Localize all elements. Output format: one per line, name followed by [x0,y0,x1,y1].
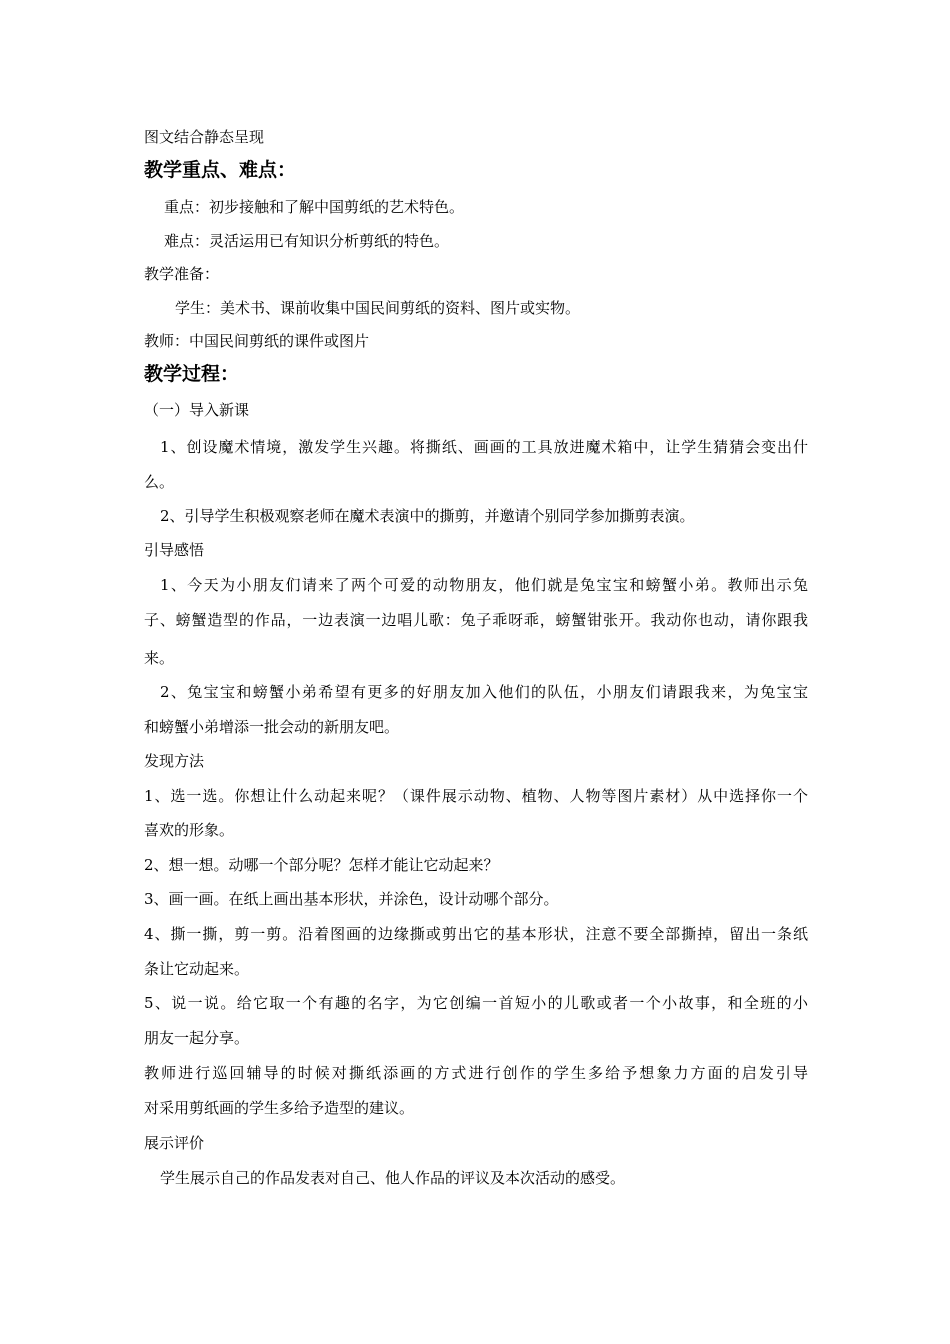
list-item: 喜欢的形象。 [144,821,235,839]
paragraph-line: 1、今天为小朋友们请来了两个可爱的动物朋友，他们就是兔宝宝和螃蟹小弟。教师出示兔 [160,576,808,594]
list-item: 朋友一起分享。 [144,1029,250,1047]
paragraph-line: 么。 [144,473,175,491]
prep-label: 教学准备： [144,265,220,283]
list-item: 3、画一画。在纸上画出基本形状，并涂色，设计动哪个部分。 [144,890,559,908]
paragraph-line: 对采用剪纸画的学生多给予造型的建议。 [144,1099,415,1117]
list-item: 5、说一说。给它取一个有趣的名字，为它创编一首短小的儿歌或者一个小故事，和全班的小 [144,994,808,1012]
paragraph-line: 学生展示自己的作品发表对自己、他人作品的评议及本次活动的感受。 [160,1169,626,1187]
heading-keypoints: 教学重点、难点： [144,159,297,181]
keypoint-line: 重点：初步接触和了解中国剪纸的艺术特色。 [164,198,465,216]
list-item: 2、想一想。动哪一个部分呢？怎样才能让它动起来？ [144,856,499,874]
list-item: 1、选一选。你想让什么动起来呢？（课件展示动物、植物、人物等图片素材）从中选择你一个 [144,787,808,805]
prep-teacher-line: 教师：中国民间剪纸的课件或图片 [144,332,370,350]
section-guide-title: 引导感悟 [144,541,205,559]
section-method-title: 发现方法 [144,752,205,770]
prep-students-line: 学生：美术书、课前收集中国民间剪纸的资料、图片或实物。 [175,299,581,317]
paragraph-line: 子、螃蟹造型的作品，一边表演一边唱儿歌：兔子乖呀乖，螃蟹钳张开。我动你也动，请你跟我 [144,611,808,629]
heading-process: 教学过程： [144,363,240,385]
list-item: 4、撕一撕，剪一剪。沿着图画的边缘撕或剪出它的基本形状，注意不要全部撕掉，留出一条纸 [144,925,808,943]
paragraph-line: 2、兔宝宝和螃蟹小弟希望有更多的好朋友加入他们的队伍，小朋友们请跟我来，为兔宝宝 [160,683,808,701]
list-item: 条让它动起来。 [144,960,250,978]
intro-line: 图文结合静态呈现 [144,128,265,146]
section-intro-title: （一）导入新课 [144,401,250,419]
paragraph-line: 2、引导学生积极观察老师在魔术表演中的撕剪，并邀请个别同学参加撕剪表演。 [160,507,695,525]
paragraph-line: 1、创设魔术情境，激发学生兴趣。将撕纸、画画的工具放进魔术箱中，让学生猜猜会变出什 [160,438,808,456]
section-evaluation-title: 展示评价 [144,1134,205,1152]
paragraph-line: 和螃蟹小弟增添一批会动的新朋友吧。 [144,718,400,736]
paragraph-line: 教师进行巡回辅导的时候对撕纸添画的方式进行创作的学生多给予想象力方面的启发引导 [144,1064,808,1082]
difficulty-line: 难点：灵活运用已有知识分析剪纸的特色。 [164,232,450,250]
paragraph-line: 来。 [144,649,175,667]
